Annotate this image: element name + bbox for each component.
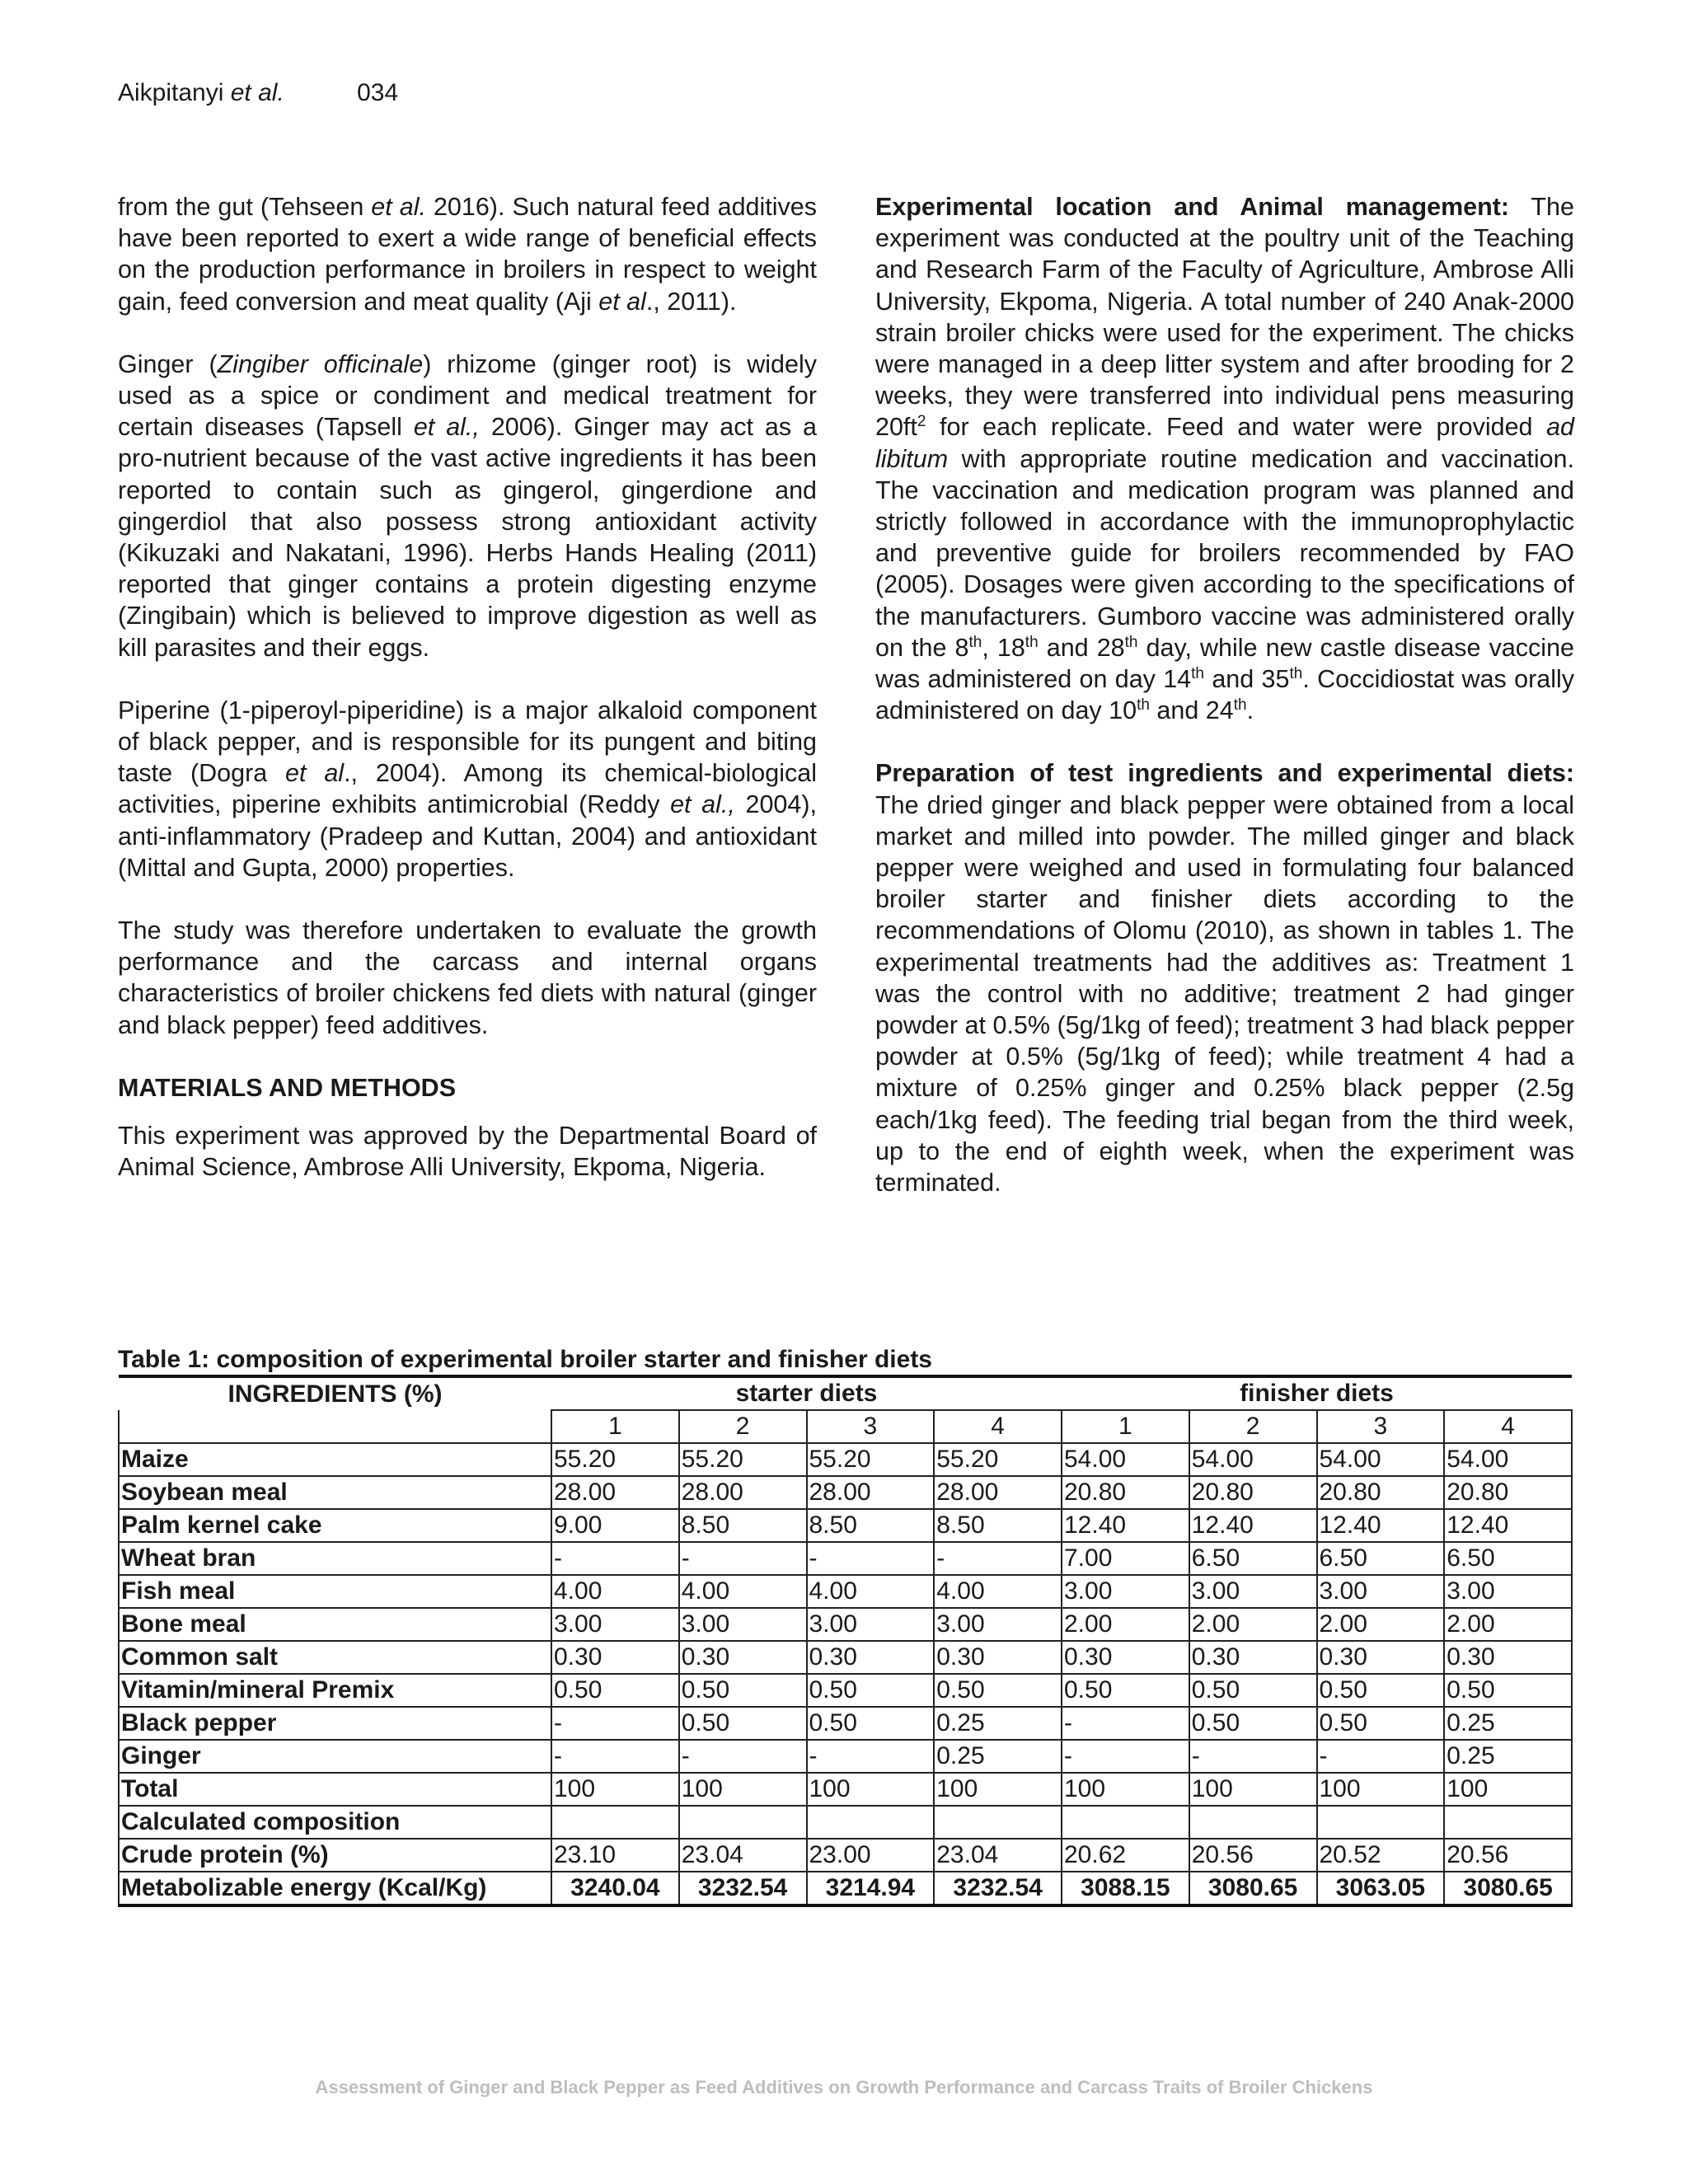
table-cell: 3080.65 xyxy=(1189,1872,1317,1905)
table-cell xyxy=(807,1806,935,1839)
table-cell xyxy=(551,1806,679,1839)
table-cell: 0.50 xyxy=(934,1674,1062,1707)
page-number: 034 xyxy=(357,79,399,106)
text-run: Ginger ( xyxy=(118,349,218,378)
table-cell: 3232.54 xyxy=(934,1872,1062,1905)
table-row xyxy=(119,1773,1572,1806)
text-run: 2004), anti‑inflammatory (Pradeep and Kuttan, 2004) and antioxidant (Mittal and Gupta, 2000) properties. xyxy=(118,790,817,882)
treatment-header: 3 xyxy=(1317,1410,1445,1443)
row-label: Ginger xyxy=(119,1740,551,1773)
table-cell: 20.62 xyxy=(1062,1839,1189,1872)
paragraph xyxy=(118,695,817,883)
text-run: et al xyxy=(598,287,646,316)
table-cell: 3.00 xyxy=(1062,1575,1189,1608)
table-cell: 3.00 xyxy=(934,1608,1062,1641)
table-cell: 0.50 xyxy=(679,1674,807,1707)
table-cell: 20.52 xyxy=(1317,1839,1445,1872)
table-cell: 0.50 xyxy=(679,1707,807,1740)
table-row xyxy=(119,1806,1572,1839)
superscript: 2 xyxy=(917,413,926,431)
page-footer: Assessment of Ginger and Black Pepper as Feed Additives on Growth Performance and Carcass Traits of Broiler Chickens xyxy=(315,2077,1373,2097)
paragraph xyxy=(118,1120,817,1183)
row-label: Palm kernel cake xyxy=(119,1509,551,1542)
table-cell: 55.20 xyxy=(679,1443,807,1476)
treatment-header: 1 xyxy=(1062,1410,1189,1443)
table-cell: 3214.94 xyxy=(807,1872,935,1905)
table-cell: 23.00 xyxy=(807,1839,935,1872)
table-row xyxy=(119,1575,1572,1608)
row-label: Total xyxy=(119,1773,551,1806)
table-row xyxy=(119,1509,1572,1542)
table-cell: 0.30 xyxy=(807,1641,935,1674)
table-cell: 54.00 xyxy=(1189,1443,1317,1476)
table-row xyxy=(119,1476,1572,1509)
table-cell: 0.50 xyxy=(807,1674,935,1707)
text-run: and 24 xyxy=(1149,696,1234,725)
table-cell: 100 xyxy=(807,1773,935,1806)
table-cell: - xyxy=(1062,1740,1189,1773)
text-run: . xyxy=(1246,696,1254,725)
paragraph xyxy=(875,757,1574,1198)
table-cell: 3232.54 xyxy=(679,1872,807,1905)
table-cell: - xyxy=(807,1740,935,1773)
row-label: Black pepper xyxy=(119,1707,551,1740)
table-cell: 3.00 xyxy=(1444,1575,1572,1608)
table-cell: 100 xyxy=(934,1773,1062,1806)
table-cell: 0.50 xyxy=(807,1707,935,1740)
right-text-column xyxy=(875,191,1574,1230)
table-cell: 0.30 xyxy=(1444,1641,1572,1674)
text-run: ., 2011). xyxy=(645,287,737,316)
table-cell: 0.30 xyxy=(1317,1641,1445,1674)
table-cell: 12.40 xyxy=(1444,1509,1572,1542)
table-cell: - xyxy=(679,1542,807,1575)
table-cell: 3.00 xyxy=(551,1608,679,1641)
table-cell: 28.00 xyxy=(679,1476,807,1509)
table-cell: - xyxy=(679,1740,807,1773)
table-cell: 0.30 xyxy=(1189,1641,1317,1674)
section-heading xyxy=(118,1072,817,1104)
treatment-header: 1 xyxy=(551,1410,679,1443)
text-run: Piperine (1‑piperoyl‑piperidine) is a major alkaloid component of black pepper, and is responsible for its pungent and biting taste (Dogra xyxy=(118,696,817,788)
table-cell: 12.40 xyxy=(1062,1509,1189,1542)
header-starter-diets: starter diets xyxy=(735,1380,878,1407)
text-run: . Coccidiostat was orally administered on day 10 xyxy=(875,665,1574,725)
table-cell: 100 xyxy=(679,1773,807,1806)
table-cell: - xyxy=(551,1707,679,1740)
table-cell: 2.00 xyxy=(1444,1608,1572,1641)
table-cell: 100 xyxy=(1317,1773,1445,1806)
table-cell: 23.10 xyxy=(551,1839,679,1872)
superscript: th xyxy=(1191,664,1205,682)
text-run: MATERIALS AND METHODS xyxy=(118,1073,457,1102)
table-cell xyxy=(679,1806,807,1839)
table-cell: 0.25 xyxy=(934,1707,1062,1740)
table-cell: 3.00 xyxy=(807,1608,935,1641)
blank-header-cell xyxy=(119,1410,551,1443)
table-cell xyxy=(1189,1806,1317,1839)
text-run: Preparation of test ingredients and experimental diets: xyxy=(875,759,1574,788)
table-cell: 12.40 xyxy=(1189,1509,1317,1542)
treatment-header: 4 xyxy=(1444,1410,1572,1443)
superscript: th xyxy=(1124,633,1138,651)
paragraph xyxy=(875,191,1574,726)
table-row xyxy=(119,1641,1572,1674)
treatment-header: 3 xyxy=(807,1410,935,1443)
row-label: Bone meal xyxy=(119,1608,551,1641)
header-ingredients: INGREDIENTS (%) xyxy=(227,1380,443,1408)
table-row xyxy=(119,1608,1572,1641)
table-cell: 0.30 xyxy=(551,1641,679,1674)
table-row xyxy=(119,1872,1572,1905)
table-cell: 8.50 xyxy=(807,1509,935,1542)
table-cell: 3.00 xyxy=(679,1608,807,1641)
table-cell: - xyxy=(807,1542,935,1575)
running-header xyxy=(118,79,398,107)
text-run: This experiment was approved by the Departmental Board of Animal Science, Ambrose Alli University, Ekpoma, Nigeria. xyxy=(118,1122,817,1182)
text-run: ., 2004). Among its chemical‑biological activities, piperine exhibits antimicrobial (Reddy xyxy=(118,759,818,819)
table-cell: 20.56 xyxy=(1444,1839,1572,1872)
table-cell: 0.25 xyxy=(934,1740,1062,1773)
superscript: th xyxy=(1137,696,1150,715)
text-run: and 28 xyxy=(1038,633,1125,662)
table-cell: 0.25 xyxy=(1444,1740,1572,1773)
table-cell: 100 xyxy=(1062,1773,1189,1806)
header-author: Aikpitanyi xyxy=(118,79,231,106)
table-cell: - xyxy=(1189,1740,1317,1773)
row-label: Crude protein (%) xyxy=(119,1839,551,1872)
table-cell: 4.00 xyxy=(934,1575,1062,1608)
table-cell: 100 xyxy=(1444,1773,1572,1806)
table-row xyxy=(119,1740,1572,1773)
text-run: from the gut (Tehseen xyxy=(118,193,372,221)
table-row xyxy=(119,1707,1572,1740)
table-cell: 4.00 xyxy=(551,1575,679,1608)
paragraph xyxy=(118,349,817,663)
table-cell: 2.00 xyxy=(1062,1608,1189,1641)
table-row xyxy=(119,1674,1572,1707)
text-run: , 18 xyxy=(982,633,1025,662)
table-cell: 54.00 xyxy=(1062,1443,1189,1476)
superscript: th xyxy=(1289,664,1303,682)
table-cell: 8.50 xyxy=(934,1509,1062,1542)
text-run: The experiment was conducted at the poultry unit of the Teaching and Research Farm of the Faculty of Agriculture, Ambrose Alli University, Ekpoma, Nigeria. A total number of 240 Anak-2000 strain broiler chicks were used for the experiment. The chicks were managed in a deep litter system and after brooding for 2 weeks, they were transferred into individual pens measuring 20ft xyxy=(875,193,1574,442)
table-cell: 100 xyxy=(551,1773,679,1806)
text-run: et al., xyxy=(413,413,480,442)
text-run: et al. xyxy=(371,193,426,221)
header-finisher-diets: finisher diets xyxy=(1240,1380,1394,1407)
table-cell: 20.80 xyxy=(1317,1476,1445,1509)
table-cell: 3088.15 xyxy=(1062,1872,1189,1905)
table-cell: 20.80 xyxy=(1189,1476,1317,1509)
text-run: 2016). Such natural feed additives have been reported to exert a wide range of beneficial effects on the production performance in broilers in respect to weight gain, feed conversion and meat quality (Aji xyxy=(118,193,817,316)
row-label: Wheat bran xyxy=(119,1542,551,1575)
row-label: Metabolizable energy (Kcal/Kg) xyxy=(119,1872,551,1905)
table-cell: 7.00 xyxy=(1062,1542,1189,1575)
table-cell xyxy=(934,1806,1062,1839)
diet-composition-table xyxy=(118,1375,1573,1907)
table-cell: 55.20 xyxy=(934,1443,1062,1476)
table-cell: 0.30 xyxy=(934,1641,1062,1674)
text-run: Experimental location and Animal management: xyxy=(875,193,1510,221)
superscript: th xyxy=(968,633,982,651)
left-text-column xyxy=(118,191,817,1214)
row-label: Soybean meal xyxy=(119,1476,551,1509)
table-cell: 23.04 xyxy=(679,1839,807,1872)
table-cell: 54.00 xyxy=(1317,1443,1445,1476)
treatment-header: 2 xyxy=(1189,1410,1317,1443)
table-cell: 0.50 xyxy=(1317,1674,1445,1707)
text-run: and 35 xyxy=(1204,665,1290,694)
table-cell: 2.00 xyxy=(1317,1608,1445,1641)
table-cell: - xyxy=(934,1542,1062,1575)
row-label: Calculated composition xyxy=(119,1806,551,1839)
table-cell: 3063.05 xyxy=(1317,1872,1445,1905)
text-run: for each replicate. Feed and water were provided xyxy=(926,413,1547,442)
table-cell: 6.50 xyxy=(1317,1542,1445,1575)
table-cell: 100 xyxy=(1189,1773,1317,1806)
table-cell: 3.00 xyxy=(1317,1575,1445,1608)
table-cell: 55.20 xyxy=(551,1443,679,1476)
text-run: The dried ginger and black pepper were obtained from a local market and milled into powder. The milled ginger and black pepper were weighed and used in formulating four balanced broiler starter and finisher diets according to the recommendations of Olomu (2010), as shown in tables 1. The experimental treatments had the additives as: Treatment 1 was the control with no additive; treatment 2 had ginger powder at 0.5% (5g/1kg of feed); treatment 3 had black pepper powder at 0.5% (5g/1kg of feed); while treatment 4 had a mixture of 0.25% ginger and 0.25% black pepper (2.5g each/1kg feed). The feeding trial began from the third week, up to the end of eighth week, when the experiment was terminated. xyxy=(875,790,1574,1197)
text-run: et al., xyxy=(670,790,735,819)
table-caption: Table 1: composition of experimental broiler starter and finisher diets xyxy=(118,1346,932,1373)
treatment-header: 2 xyxy=(679,1410,807,1443)
table-cell: 8.50 xyxy=(679,1509,807,1542)
table-cell: 28.00 xyxy=(807,1476,935,1509)
table-cell: 3240.04 xyxy=(551,1872,679,1905)
text-run: Zingiber officinale xyxy=(217,349,424,378)
text-run: 2006). Ginger may act as a pro-nutrient because of the vast active ingredients it has been reported to contain such as gingerol, gingerdione and gingerdiol that also possess strong antioxidant activity (Kikuzaki and Nakatani, 1996). Herbs Hands Healing (2011) reported that ginger contains a protein digesting enzyme (Zingibain) which is believed to improve digestion as well as kill parasites and their eggs. xyxy=(118,413,817,662)
table-cell: 4.00 xyxy=(807,1575,935,1608)
text-run: ) rhizome (ginger root) is widely used as a spice or condiment and medical treatment for certain diseases (Tapsell xyxy=(118,349,818,442)
row-label: Common salt xyxy=(119,1641,551,1674)
text-run: The study was therefore undertaken to evaluate the growth performance and the carcass and internal organs characteristics of broiler chickens fed diets with natural (ginger and black pepper) feed additives. xyxy=(118,916,817,1039)
superscript: th xyxy=(1233,696,1247,715)
table-cell: - xyxy=(551,1542,679,1575)
table-cell: 54.00 xyxy=(1444,1443,1572,1476)
table-cell: 20.56 xyxy=(1189,1839,1317,1872)
table-row xyxy=(119,1542,1572,1575)
table-cell: 20.80 xyxy=(1444,1476,1572,1509)
table-cell: 20.80 xyxy=(1062,1476,1189,1509)
table-cell: 0.25 xyxy=(1444,1707,1572,1740)
table-cell: 0.30 xyxy=(1062,1641,1189,1674)
row-label: Vitamin/mineral Premix xyxy=(119,1674,551,1707)
table-cell: 0.50 xyxy=(1317,1707,1445,1740)
table-cell xyxy=(1444,1806,1572,1839)
table-cell: 3.00 xyxy=(1189,1575,1317,1608)
table-cell: 55.20 xyxy=(807,1443,935,1476)
text-run: et al xyxy=(285,759,345,788)
table-cell: 6.50 xyxy=(1444,1542,1572,1575)
table-cell: 0.50 xyxy=(551,1674,679,1707)
row-label: Maize xyxy=(119,1443,551,1476)
table-cell: - xyxy=(1062,1707,1189,1740)
table-cell: 28.00 xyxy=(934,1476,1062,1509)
table-cell xyxy=(1317,1806,1445,1839)
table-row xyxy=(119,1443,1572,1476)
table-cell: 28.00 xyxy=(551,1476,679,1509)
paragraph xyxy=(118,915,817,1041)
table-cell: 2.00 xyxy=(1189,1608,1317,1641)
table-cell: 0.30 xyxy=(679,1641,807,1674)
table-cell: 0.50 xyxy=(1189,1674,1317,1707)
table-cell xyxy=(1062,1806,1189,1839)
table-cell: - xyxy=(551,1740,679,1773)
superscript: th xyxy=(1025,633,1039,651)
table-cell: 0.50 xyxy=(1189,1707,1317,1740)
table-cell: 0.50 xyxy=(1444,1674,1572,1707)
table-cell: 4.00 xyxy=(679,1575,807,1608)
text-run: ad libitum xyxy=(875,413,1574,473)
text-run: day, while new castle disease vaccine was administered on day 14 xyxy=(875,633,1574,694)
treatment-header: 4 xyxy=(934,1410,1062,1443)
table-cell: 23.04 xyxy=(934,1839,1062,1872)
paragraph xyxy=(118,191,817,317)
table-cell: 9.00 xyxy=(551,1509,679,1542)
table-cell: - xyxy=(1317,1740,1445,1773)
table-cell: 12.40 xyxy=(1317,1509,1445,1542)
table-cell: 3080.65 xyxy=(1444,1872,1572,1905)
header-author-etal: et al. xyxy=(230,79,284,106)
table-cell: 0.50 xyxy=(1062,1674,1189,1707)
table-row xyxy=(119,1839,1572,1872)
text-run: with appropriate routine medication and vaccination. The vaccination and medication program was planned and strictly followed in accordance with the immunoprophylactic and preventive guide for broilers recommended by FAO (2005). Dosages were given according to the specifications of the manufacturers. Gumboro vaccine was administered orally on the 8 xyxy=(875,444,1574,662)
table-cell: 6.50 xyxy=(1189,1542,1317,1575)
row-label: Fish meal xyxy=(119,1575,551,1608)
